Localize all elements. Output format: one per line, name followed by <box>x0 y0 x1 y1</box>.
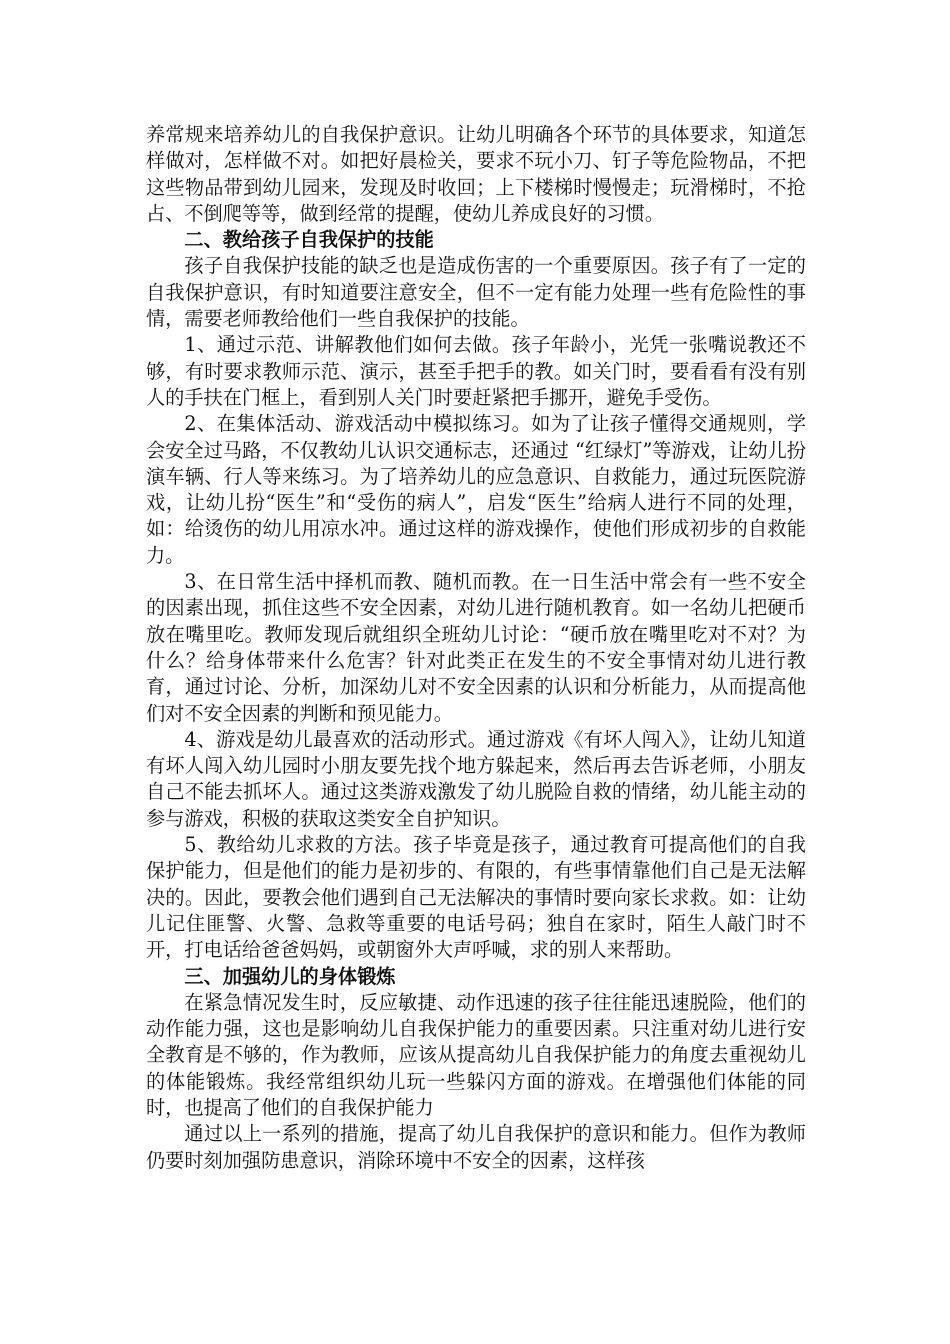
paragraph-item-5: 5、教给幼儿求救的方法。孩子毕竟是孩子，通过教育可提高他们的自我保护能力，但是他们的能力是初步的、有限的，有些事情靠他们自己是无法解决的。因此，要教会他们遇到自己无法解决的事情时要向家长求救。如：让幼儿记住匪警、火警、急救等重要的电话号码；独自在家时，陌生人敲门时不开，打电话给爸爸妈妈，或朝窗外大声呼喊，求的别人来帮助。 <box>146 833 806 962</box>
section-heading-2: 二、教给孩子自我保护的技能 <box>184 228 434 252</box>
paragraph-item-4: 4、游戏是幼儿最喜欢的活动形式。通过游戏《有坏人闯入》，让幼儿知道有坏人闯入幼儿园时小朋友要先找个地方躲起来，然后再去告诉老师，小朋友自己不能去抓坏人。通过这类游戏激发了幼儿脱险自救的情绪，幼儿能主动的参与游戏，积极的获取这类安全自护知识。 <box>146 727 806 830</box>
paragraph-item-1: 1、通过示范、讲解教他们如何去做。孩子年龄小，光凭一张嘴说教还不够，有时要求教师示范、演示，甚至手把手的教。如关门时，要看看有没有别人的手扶在门框上，看到别人关门时要赶紧把手挪开，避免手受伤。 <box>146 333 806 409</box>
paragraph-item-3: 3、在日常生活中择机而教、随机而教。在一日生活中常会有一些不安全的因素出现，抓住这些不安全因素，对幼儿进行随机教育。如一名幼儿把硬币放在嘴里吃。教师发现后就组织全班幼儿讨论：“硬币放在嘴里吃对不对？为什么？给身体带来什么危害？针对此类正在发生的不安全事情对幼儿进行教育，通过讨论、分析，加深幼儿对不安全因素的认识和分析能力，从而提高他们对不安全因素的判断和预见能力。 <box>146 570 806 725</box>
paragraph-exercise: 在紧急情况发生时，反应敏捷、动作迅速的孩子往往能迅速脱险，他们的动作能力强，这也是影响幼儿自我保护能力的重要因素。只注重对幼儿进行安全教育是不够的，作为教师，应该从提高幼儿自我保护能力的角度去重视幼儿的体能锻炼。我经常组织幼儿玩一些躲闪方面的游戏。在增强他们体能的同时，也提高了他们的自我保护能力 <box>146 990 806 1119</box>
document-page <box>146 122 806 1174</box>
paragraph-skills-intro: 孩子自我保护技能的缺乏也是造成伤害的一个重要原因。孩子有了一定的自我保护意识，有时知道要注意安全，但不一定有能力处理一些有危险性的事情，需要老师教给他们一些自我保护的技能。 <box>146 254 806 331</box>
paragraph-conclusion: 通过以上一系列的措施，提高了幼儿自我保护的意识和能力。但作为教师仍要时刻加强防患意识，消除环境中不安全的因素，这样孩 <box>146 1122 806 1172</box>
paragraph-intro-continued: 养常规来培养幼儿的自我保护意识。让幼儿明确各个环节的具体要求，知道怎样做对，怎样做不对。如把好晨检关，要求不玩小刀、钉子等危险物品，不把这些物品带到幼儿园来，发现及时收回；上下楼梯时慢慢走；玩滑梯时，不抢占、不倒爬等等，做到经常的提醒，使幼儿养成良好的习惯。 <box>146 123 806 225</box>
section-heading-3: 三、加强幼儿的身体锻炼 <box>184 964 396 988</box>
paragraph-item-2: 2、在集体活动、游戏活动中模拟练习。如为了让孩子懂得交通规则，学会安全过马路，不仅教幼儿认识交通标志，还通过 “红绿灯”等游戏，让幼儿扮演车辆、行人等来练习。为了培养幼儿的应急意识、自救能力，通过玩医院游戏，让幼儿扮“医生”和“受伤的病人”，启发“医生”给病人进行不同的处理，如：给烫伤的幼儿用凉水冲。通过这样的游戏操作，使他们形成初步的自救能力。 <box>146 412 806 567</box>
